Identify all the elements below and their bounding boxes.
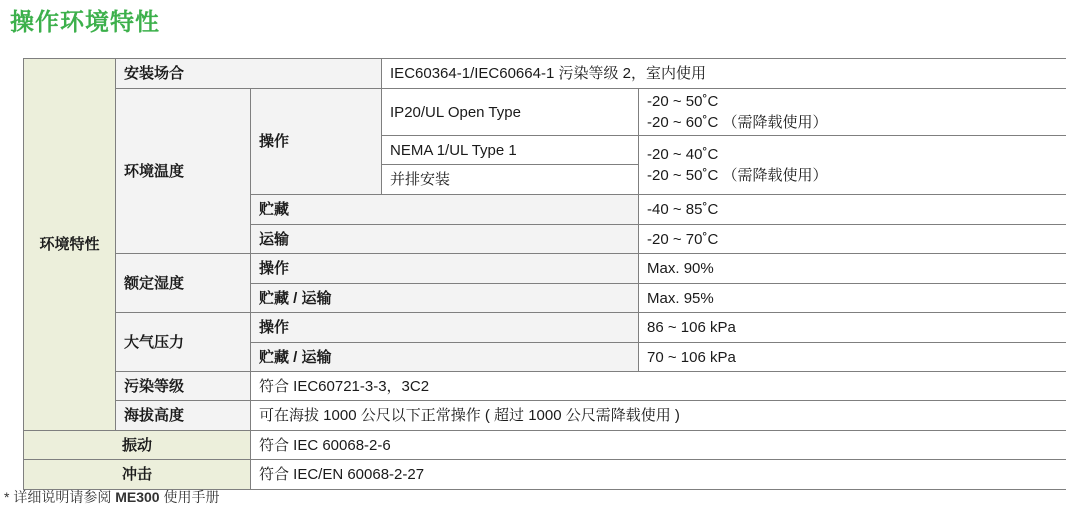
- label-temp-storage: 贮藏: [251, 195, 639, 225]
- value-humidity-operation: Max. 90%: [639, 254, 1066, 284]
- label-side-by-side-install: 并排安装: [382, 165, 639, 195]
- label-pressure-operation: 操作: [251, 313, 639, 343]
- label-pressure-storage-transport: 贮藏 / 运输: [251, 343, 639, 372]
- value-temp-ip20: [639, 89, 1066, 136]
- value-pressure-operation: 86 ~ 106 kPa: [639, 313, 1066, 343]
- value-humidity-storage-transport: Max. 95%: [639, 284, 1066, 313]
- row-install-site: [24, 59, 1066, 89]
- value-pressure-storage-transport: 70 ~ 106 kPa: [639, 343, 1066, 372]
- label-temp-transport: 运输: [251, 225, 639, 254]
- row-temp-ip20: [24, 89, 1066, 136]
- row-humidity-operation: [24, 254, 1066, 284]
- value-temp-transport: -20 ~ 70˚C: [639, 225, 1066, 254]
- label-pollution-degree: 污染等级: [116, 372, 251, 401]
- environment-spec-table: [23, 58, 1066, 490]
- label-install-site: 安装场合: [116, 59, 382, 89]
- label-shock: 冲击: [24, 460, 251, 490]
- label-humidity-operation: 操作: [251, 254, 639, 284]
- value-temp-nema-line1: -20 ~ 40˚C: [647, 146, 719, 163]
- label-nema1-ul-type1: NEMA 1/UL Type 1: [382, 136, 639, 165]
- footnote-prefix: * 详细说明请参阅: [4, 489, 116, 505]
- label-humidity-storage-transport: 贮藏 / 运输: [251, 284, 639, 313]
- row-shock: [24, 460, 1066, 490]
- row-vibration: [24, 431, 1066, 460]
- value-install-site: IEC60364-1/IEC60664-1 污染等级 2，室内使用: [382, 59, 1066, 89]
- footnote: [4, 487, 219, 507]
- row-pollution-degree: [24, 372, 1066, 401]
- label-ip20-ul-open-type: IP20/UL Open Type: [382, 89, 639, 136]
- value-shock: 符合 IEC/EN 60068-2-27: [251, 460, 1066, 490]
- label-altitude: 海拔高度: [116, 401, 251, 431]
- row-pressure-operation: [24, 313, 1066, 343]
- value-temp-nema: [639, 136, 1066, 195]
- label-temp-operation: 操作: [251, 89, 382, 195]
- page-title: 操作环境特性: [10, 9, 160, 36]
- label-ambient-temperature: 环境温度: [116, 89, 251, 254]
- label-vibration: 振动: [24, 431, 251, 460]
- value-temp-storage: -40 ~ 85˚C: [639, 195, 1066, 225]
- footnote-suffix: 使用手册: [159, 489, 220, 505]
- value-temp-nema-line2: -20 ~ 50˚C （需降载使用）: [647, 167, 828, 184]
- value-temp-ip20-line1: -20 ~ 50˚C: [647, 93, 719, 110]
- label-rated-humidity: 额定湿度: [116, 254, 251, 313]
- value-vibration: 符合 IEC 60068-2-6: [251, 431, 1066, 460]
- label-air-pressure: 大气压力: [116, 313, 251, 372]
- row-altitude: [24, 401, 1066, 431]
- footnote-model: ME300: [115, 489, 160, 505]
- group-cell-environment: 环境特性: [24, 59, 116, 431]
- value-altitude: 可在海拔 1000 公尺以下正常操作 ( 超过 1000 公尺需降载使用 ): [251, 401, 1066, 431]
- value-temp-ip20-line2: -20 ~ 60˚C （需降载使用）: [647, 114, 828, 131]
- value-pollution-degree: 符合 IEC60721-3-3，3C2: [251, 372, 1066, 401]
